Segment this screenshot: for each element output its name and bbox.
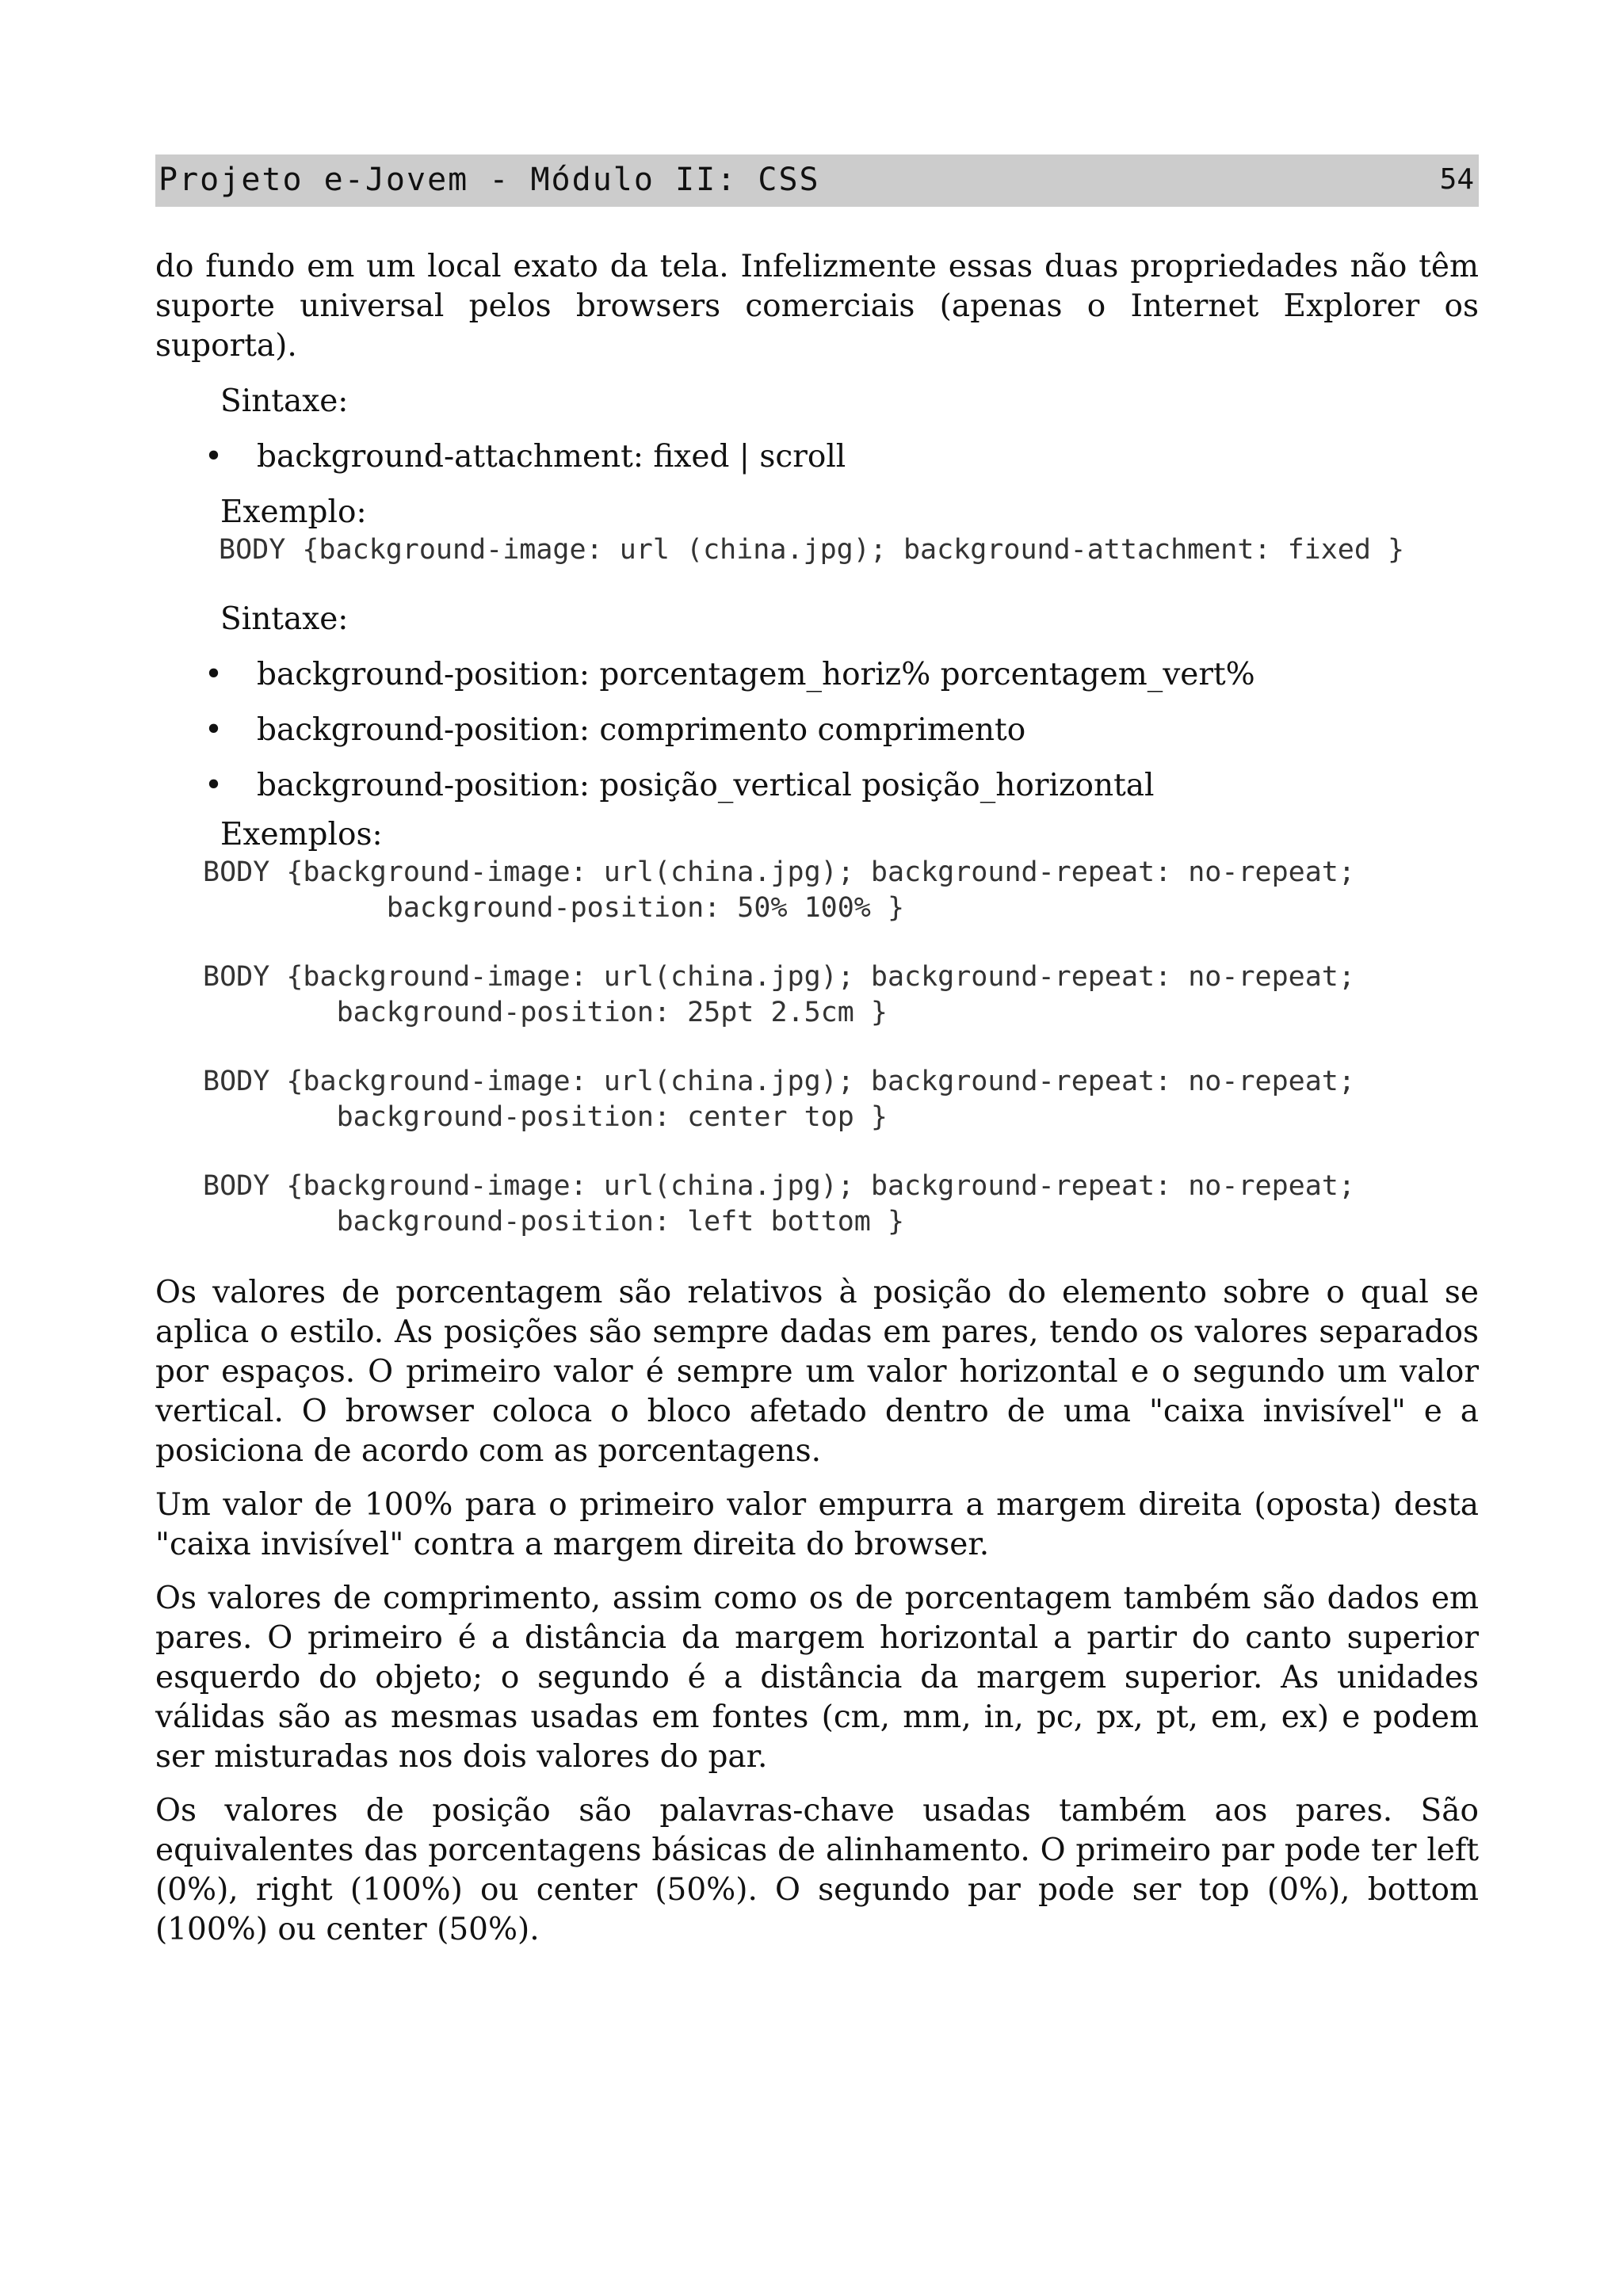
- header-title: Projeto e-Jovem - Módulo II: CSS: [158, 162, 820, 198]
- page-number: 54: [1439, 163, 1474, 196]
- examples-label: Exemplos:: [220, 817, 383, 852]
- code-line: background-position: 25pt 2.5cm }: [203, 997, 888, 1028]
- code-line: BODY {background-image: url(china.jpg); background-repeat: no-repeat;: [203, 961, 1355, 993]
- running-header: [155, 154, 1479, 207]
- code-line: background-position: 50% 100% }: [203, 892, 905, 924]
- example-label: Exemplo:: [220, 494, 367, 530]
- code-line: BODY {background-image: url(china.jpg); background-repeat: no-repeat;: [203, 856, 1355, 888]
- code-example: [155, 959, 1479, 1031]
- intro-paragraph: do fundo em um local exato da tela. Infelizmente essas duas propriedades não têm suporte universal pelos browsers comerciais (apenas o Internet Explorer os suporta).: [155, 249, 1479, 364]
- body-paragraph: Um valor de 100% para o primeiro valor empurra a margem direita (oposta) desta "caixa invisível" contra a margem direita do browser.: [155, 1487, 1479, 1562]
- code-example: [155, 532, 1479, 568]
- bullet-icon: •: [204, 768, 223, 803]
- list-item: [155, 437, 1479, 477]
- position-syntax-list: [155, 655, 1479, 806]
- list-item-text: background-attachment: fixed | scroll: [257, 439, 846, 475]
- body-paragraph: Os valores de comprimento, assim como os de porcentagem também são dados em pares. O primeiro é a distância da margem horizontal a partir do canto superior esquerdo do objeto; o segundo é a distância da margem superior. As unidades válidas são as mesmas usadas em fontes (cm, mm, in, pc, px, pt, em, ex) e podem ser misturadas nos dois valores do par.: [155, 1581, 1479, 1775]
- code-example: [155, 1169, 1479, 1240]
- list-item-text: background-position: porcentagem_horiz% porcentagem_vert%: [257, 657, 1255, 692]
- list-item-text: background-position: posição_vertical posição_horizontal: [257, 768, 1155, 803]
- code-line: BODY {background-image: url(china.jpg); background-repeat: no-repeat;: [203, 1170, 1355, 1202]
- syntax-label: Sintaxe:: [220, 383, 349, 419]
- list-item: [155, 711, 1479, 750]
- body-paragraph: Os valores de posição são palavras-chave usadas também aos pares. São equivalentes das porcentagens básicas de alinhamento. O primeiro par pode ter left (0%), right (100%) ou center (50%). O segundo par pode ser top (0%), bottom (100%) ou center (50%).: [155, 1793, 1479, 1947]
- code-line: background-position: center top }: [203, 1101, 888, 1133]
- list-item: [155, 655, 1479, 695]
- bullet-icon: •: [204, 439, 223, 475]
- syntax-label: Sintaxe:: [220, 601, 349, 637]
- page-body: [155, 247, 1479, 1950]
- code-example: [155, 855, 1479, 926]
- code-line: BODY {background-image: url(china.jpg); background-repeat: no-repeat;: [203, 1066, 1355, 1097]
- list-item-text: background-position: comprimento comprimento: [257, 712, 1026, 748]
- code-line: BODY {background-image: url (china.jpg); background-attachment: fixed }: [219, 534, 1405, 566]
- code-line: background-position: left bottom }: [203, 1206, 905, 1238]
- code-example: [155, 1064, 1479, 1135]
- list-item: [155, 766, 1479, 806]
- attachment-syntax-list: [155, 437, 1479, 477]
- bullet-icon: •: [204, 712, 223, 748]
- bullet-icon: •: [204, 657, 223, 692]
- body-paragraph: Os valores de porcentagem são relativos à posição do elemento sobre o qual se aplica o estilo. As posições são sempre dadas em pares, tendo os valores separados por espaços. O primeiro valor é sempre um valor horizontal e o segundo um valor vertical. O browser coloca o bloco afetado dentro de uma "caixa invisível" e a posiciona de acordo com as porcentagens.: [155, 1275, 1479, 1469]
